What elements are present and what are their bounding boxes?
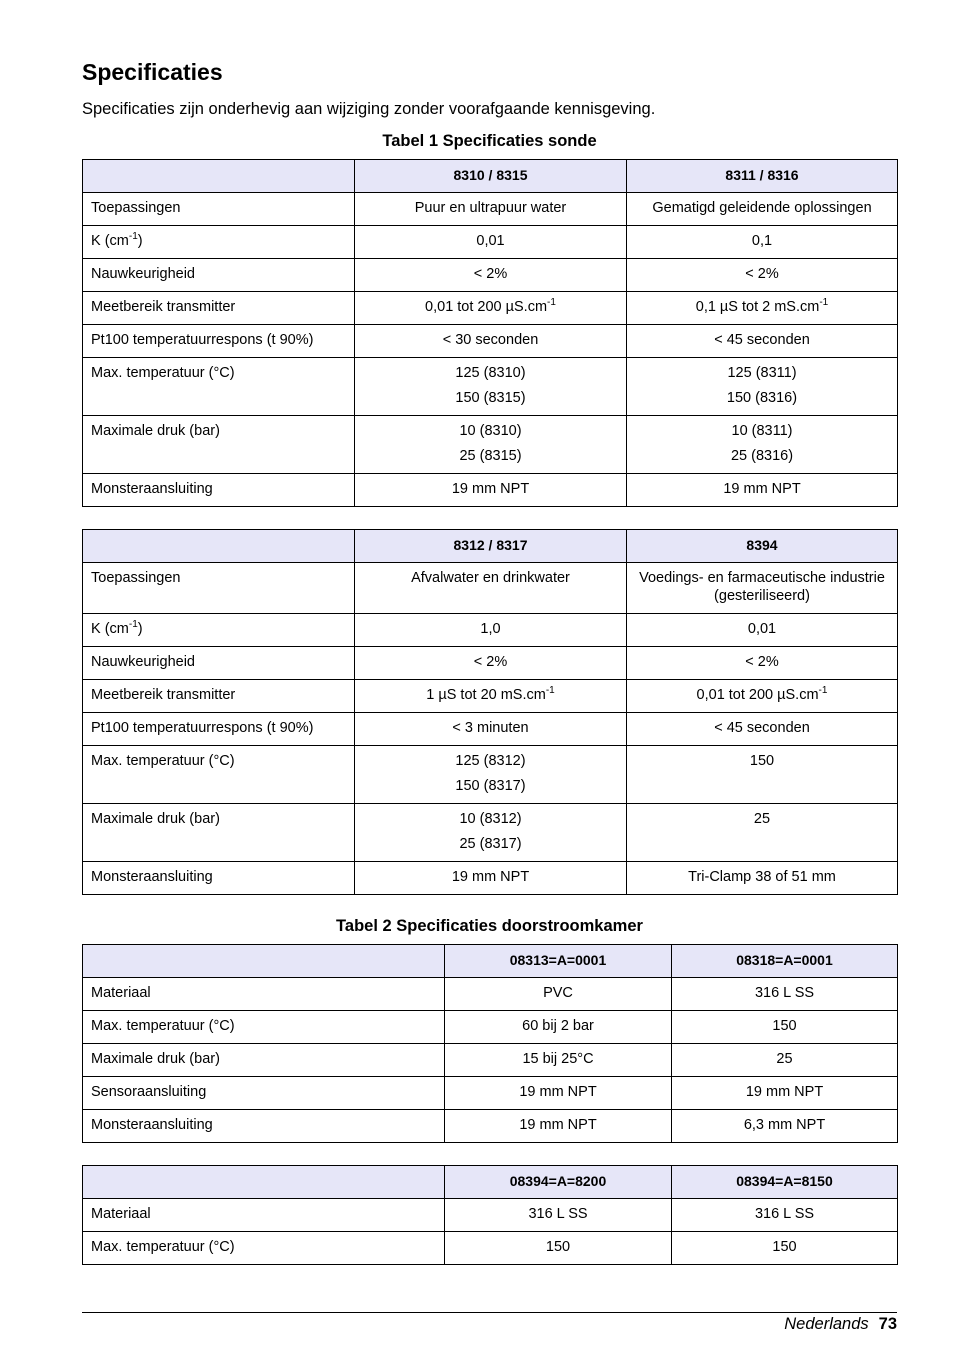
table-cell [627, 680, 898, 713]
cell-line: 150 (8317) [455, 778, 526, 794]
cell-line: 150 (8315) [455, 390, 526, 406]
table-header-cell: 8310 / 8315 [355, 160, 627, 193]
cell-line: 25 (8317) [459, 836, 522, 852]
table-row [83, 416, 898, 474]
table-header-cell [83, 945, 445, 978]
table-header-cell [83, 1166, 445, 1199]
table-cell [83, 614, 355, 647]
page-number: 73 [878, 1315, 897, 1333]
cell-line: 125 (8312) [455, 753, 526, 769]
table-cell: Afvalwater en drinkwater [355, 563, 627, 614]
cell-text: K (cm [91, 233, 129, 249]
table-cell: 6,3 mm NPT [672, 1110, 898, 1143]
table-cell: 1,0 [355, 614, 627, 647]
table-row [83, 862, 898, 895]
table-header-cell: 8312 / 8317 [355, 530, 627, 563]
table-cell: Pt100 temperatuurrespons (t 90%) [83, 325, 355, 358]
superscript: -1 [545, 685, 555, 697]
table-cell: < 2% [627, 259, 898, 292]
table-cell: Toepassingen [83, 563, 355, 614]
table-row [83, 1232, 898, 1265]
table-row [83, 292, 898, 325]
cell-line: 10 (8312) [459, 811, 522, 827]
table-row [83, 474, 898, 507]
table-cell: 0,01 [355, 226, 627, 259]
table-cell: Monsteraansluiting [83, 1110, 445, 1143]
table-cell: Tri-Clamp 38 of 51 mm [627, 862, 898, 895]
table-row [83, 614, 898, 647]
table-cell: Meetbereik transmitter [83, 292, 355, 325]
footer-language: Nederlands [784, 1315, 869, 1333]
table-cell: Nauwkeurigheid [83, 259, 355, 292]
cell-line: 25 (8316) [730, 448, 794, 464]
cell-line: 125 (8310) [455, 365, 526, 381]
table-cell [355, 680, 627, 713]
cell-text: 0,01 tot 200 µS.cm [425, 299, 548, 315]
footer-divider [82, 1312, 897, 1313]
table-cell [627, 358, 898, 416]
table-cell [355, 804, 627, 862]
table1-part-b [82, 529, 898, 895]
cell-line: 25 (8315) [459, 448, 522, 464]
table-cell: < 30 seconden [355, 325, 627, 358]
table-header-cell [83, 530, 355, 563]
table-header-row [83, 160, 898, 193]
table-header-cell: 8311 / 8316 [627, 160, 898, 193]
table-row [83, 978, 898, 1011]
intro-text: Specificaties zijn onderhevig aan wijziging zonder voorafgaande kennisgeving. [82, 100, 656, 118]
table1-part-a [82, 159, 898, 507]
table-cell: Toepassingen [83, 193, 355, 226]
table-cell [355, 746, 627, 804]
table-cell [627, 416, 898, 474]
table-header-row [83, 1166, 898, 1199]
table-cell: 316 L SS [672, 1199, 898, 1232]
superscript: -1 [547, 297, 556, 309]
table-cell [355, 358, 627, 416]
table-row [83, 325, 898, 358]
table-cell: Maximale druk (bar) [83, 804, 355, 862]
table2-part-a [82, 944, 898, 1143]
table-cell [627, 292, 898, 325]
page-title: Specificaties [82, 59, 223, 85]
table-cell: Maximale druk (bar) [83, 1044, 445, 1077]
table-cell: 150 [672, 1011, 898, 1044]
table-cell: 19 mm NPT [355, 862, 627, 895]
table-cell: 0,1 [627, 226, 898, 259]
table-row [83, 563, 898, 614]
table-cell: 0,01 [627, 614, 898, 647]
table-cell: < 3 minuten [355, 713, 627, 746]
table1-caption: Tabel 1 Specificaties sonde [382, 132, 597, 150]
table-cell: Gematigd geleidende oplossingen [627, 193, 898, 226]
table-row [83, 1077, 898, 1110]
table-cell: 150 [627, 746, 898, 804]
table-row [83, 1110, 898, 1143]
table-cell: 316 L SS [672, 978, 898, 1011]
table-header-row [83, 530, 898, 563]
table-cell: < 45 seconden [627, 713, 898, 746]
table-cell: 316 L SS [445, 1199, 672, 1232]
table-header-cell: 08318=A=0001 [672, 945, 898, 978]
table-cell: < 45 seconden [627, 325, 898, 358]
table-cell: Materiaal [83, 978, 445, 1011]
table-cell: Sensoraansluiting [83, 1077, 445, 1110]
table-header-cell [83, 160, 355, 193]
table-cell [355, 416, 627, 474]
table-cell: 19 mm NPT [672, 1077, 898, 1110]
cell-line: 10 (8310) [459, 423, 522, 439]
cell-line: 150 (8316) [726, 390, 798, 406]
cell-text: ) [137, 621, 143, 637]
table-cell: Max. temperatuur (°C) [83, 1011, 445, 1044]
table-cell: 25 [672, 1044, 898, 1077]
table-cell [355, 292, 627, 325]
table-cell: Puur en ultrapuur water [355, 193, 627, 226]
table-cell: < 2% [627, 647, 898, 680]
table-cell: 150 [672, 1232, 898, 1265]
table-cell: Max. temperatuur (°C) [83, 1232, 445, 1265]
superscript: -1 [818, 685, 828, 697]
table-cell: Materiaal [83, 1199, 445, 1232]
table-cell: 60 bij 2 bar [445, 1011, 672, 1044]
table-header-cell: 8394 [627, 530, 898, 563]
cell-text: K (cm [91, 621, 129, 637]
cell-line: 125 (8311) [727, 365, 797, 381]
cell-text: 0,01 tot 200 µS.cm [696, 687, 819, 703]
table-cell: Monsteraansluiting [83, 474, 355, 507]
table-cell: 15 bij 25°C [445, 1044, 672, 1077]
table-row [83, 746, 898, 804]
table-row [83, 358, 898, 416]
table-row [83, 647, 898, 680]
page-footer [784, 1313, 897, 1335]
cell-line: 10 (8311) [731, 423, 793, 439]
table-cell: Pt100 temperatuurrespons (t 90%) [83, 713, 355, 746]
cell-text: 0,1 µS tot 2 mS.cm [695, 299, 820, 315]
table-cell: Voedings- en farmaceutische industrie (gesteriliseerd) [627, 563, 898, 614]
table-row [83, 193, 898, 226]
table-cell: 19 mm NPT [355, 474, 627, 507]
superscript: -1 [128, 231, 138, 243]
table-row [83, 259, 898, 292]
superscript: -1 [819, 297, 829, 309]
table-cell: 19 mm NPT [445, 1077, 672, 1110]
table-cell: Max. temperatuur (°C) [83, 358, 355, 416]
table-cell: 19 mm NPT [627, 474, 898, 507]
table-cell [83, 226, 355, 259]
table-cell: 25 [627, 804, 898, 862]
table-header-row [83, 945, 898, 978]
table-cell: Meetbereik transmitter [83, 680, 355, 713]
cell-text: ) [137, 233, 143, 249]
table-row [83, 713, 898, 746]
table-row [83, 226, 898, 259]
superscript: -1 [128, 619, 138, 631]
table-cell: < 2% [355, 647, 627, 680]
table-row [83, 1199, 898, 1232]
table-row [83, 1044, 898, 1077]
table-row [83, 680, 898, 713]
table2-caption: Tabel 2 Specificaties doorstroomkamer [336, 917, 643, 935]
table-cell: Monsteraansluiting [83, 862, 355, 895]
table-row [83, 1011, 898, 1044]
table-header-cell: 08313=A=0001 [445, 945, 672, 978]
table-cell: 19 mm NPT [445, 1110, 672, 1143]
table-cell: PVC [445, 978, 672, 1011]
table-header-cell: 08394=A=8200 [445, 1166, 672, 1199]
table-cell: Nauwkeurigheid [83, 647, 355, 680]
table2-part-b [82, 1165, 898, 1265]
table-cell: Max. temperatuur (°C) [83, 746, 355, 804]
cell-text: 1 µS tot 20 mS.cm [426, 687, 546, 703]
table-row [83, 804, 898, 862]
table-cell: Maximale druk (bar) [83, 416, 355, 474]
table-cell: 150 [445, 1232, 672, 1265]
table-header-cell: 08394=A=8150 [672, 1166, 898, 1199]
table-cell: < 2% [355, 259, 627, 292]
